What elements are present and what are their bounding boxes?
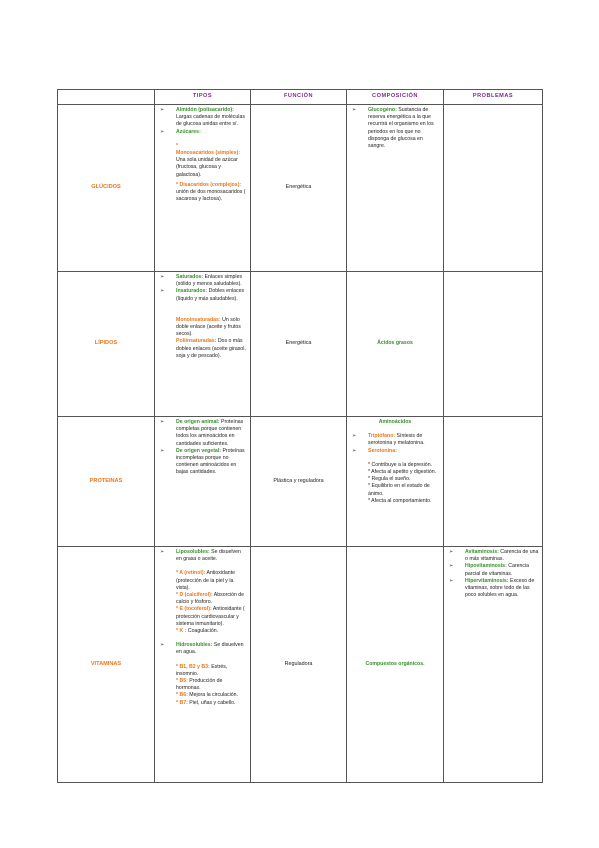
header-funcion: FUNCIÓN: [251, 90, 347, 105]
header-blank: [58, 90, 155, 105]
origen-vegetal-title: De origen vegetal:: [176, 447, 221, 454]
bullet-icon: ➢: [449, 549, 454, 555]
disacaridos-text: unión de dos monosacaridos ( sacarosa y lactosa).: [176, 189, 246, 203]
monosacaridos-text: Una sola unidad de azúcar (fructosa, glucosa y galactosa).: [176, 157, 238, 178]
vit-b5-title: * B5:: [176, 678, 188, 685]
liposolubles-title: Liposolubles:: [176, 549, 210, 555]
bullet-icon: ➢: [160, 642, 165, 649]
vit-b7-title: * B7:: [176, 699, 188, 706]
hidrosolubles-title: Hidrosolubles:: [176, 642, 213, 649]
vit-b123-text: Estrés, insomnio.: [176, 663, 228, 677]
hidrosolubles-text: Se disuelven en agua.: [176, 642, 244, 656]
compuestos-organicos: Compuestos orgánicos.: [365, 660, 425, 667]
bullet-icon: ➢: [160, 128, 165, 135]
glucogeno-title: Glucogéno:: [368, 107, 397, 113]
lipidos-funcion: Energética: [251, 272, 347, 417]
nutrients-table: [57, 89, 543, 783]
lipidos-composicion: [347, 272, 444, 417]
bullet-icon: ➢: [160, 549, 165, 555]
serotonina-item: * Regula el sueño.: [368, 476, 411, 483]
bullet-icon: ➢: [449, 577, 454, 584]
disacaridos-title: * Disacaridos (complejos):: [176, 181, 242, 188]
vit-k-title: * K :: [176, 628, 187, 635]
acidos-grasos: Ácidos grasos: [377, 340, 413, 347]
hipovitaminosis-text: Carencia parcial de vitaminas.: [465, 563, 530, 577]
header-row: [58, 90, 543, 105]
aminoacidos-title: Aminoácidos: [378, 419, 412, 425]
hipervitaminosis-text: Exceso de vitaminas, sobre todo de las poco solubles en agua.: [465, 577, 535, 599]
proteinas-problemas: [444, 417, 543, 547]
row-label-vitaminas: VITAMINAS: [58, 547, 155, 783]
triptofano-title: Triptófano:: [368, 433, 396, 440]
mono-star: *: [176, 142, 179, 149]
lipidos-problemas: [444, 272, 543, 417]
avitaminosis-text: Carencia de una o más vitaminas.: [465, 549, 539, 563]
glucidos-tipos: [155, 105, 251, 272]
row-vitaminas: [58, 547, 543, 783]
triptofano-text: Síntesis de serotonina y melatonina.: [368, 433, 425, 447]
serotonina-list: [350, 462, 440, 505]
bullet-icon: ➢: [449, 563, 454, 570]
header-tipos: TIPOS: [155, 90, 251, 105]
serotonina-title: Serotonina:: [368, 447, 397, 454]
hipervitaminosis-title: Hipervitaminosis:: [465, 577, 509, 584]
origen-animal-title: De origen animal:: [176, 419, 220, 425]
vit-b123-title: * B1, B2 y B3:: [176, 663, 210, 670]
row-label-lipidos: LÍPIDOS: [58, 272, 155, 417]
saturados-title: Saturados:: [176, 274, 204, 280]
monosacaridos-title: Monosacaridos (simples):: [176, 150, 240, 157]
bullet-icon: ➢: [160, 107, 165, 113]
glucidos-problemas: [444, 105, 543, 272]
vit-a-text: Antioxidante (protección de la piel y la vista).: [176, 570, 236, 591]
hipovitaminosis-title: Hipovitaminosis:: [465, 563, 507, 570]
poliinsaturadas-title: Poliinsaturadas:: [176, 338, 217, 345]
row-lipidos: [58, 272, 543, 417]
vit-k-text: Coagulación.: [187, 628, 219, 635]
poliinsaturadas-text: Dos o más dobles enlaces (aceite girasol, soja y de pescado).: [176, 338, 246, 359]
serotonina-item: * Contribuye a la depresión.: [368, 461, 433, 468]
avitaminosis-title: Avitaminosis:: [465, 549, 499, 555]
glucidos-composicion: [347, 105, 444, 272]
proteinas-funcion: Plástica y reguladora: [251, 417, 347, 547]
bullet-icon: ➢: [160, 419, 165, 425]
proteinas-composicion: [347, 417, 444, 547]
lipidos-tipos: [155, 272, 251, 417]
saturados-text: Enlaces simples (sólido y menos saludables).: [176, 274, 243, 288]
almidon-title: Almidón (polisacarido):: [176, 107, 234, 113]
vit-b6-title: * B6:: [176, 692, 188, 699]
vitaminas-problemas: [444, 547, 543, 783]
vit-e-text: Antioxidante ( protección cardiovascular y sistema inmunitario).: [176, 606, 245, 627]
vit-b5-text: Producción de hormonas.: [176, 678, 223, 692]
bullet-icon: ➢: [352, 447, 357, 454]
almidon-text: Largas cadenas de moléculas de glucosa unidas entre sí.: [176, 114, 245, 128]
bullet-icon: ➢: [160, 274, 165, 280]
origen-animal-text: Proteínas completas porque contienen todos los aminoácidos en cantidades suficientes.: [176, 419, 244, 447]
glucogeno-text: Sustancia de reserva energética a la que recurrirá el organismo en los periodos en los que no disponga de glucosa en sangre.: [368, 107, 434, 150]
row-label-proteinas: PROTEINAS: [58, 417, 155, 547]
vitaminas-funcion: Reguladora: [251, 547, 347, 783]
header-problemas: PROBLEMAS: [444, 90, 543, 105]
glucidos-funcion: Energética: [251, 105, 347, 272]
bullet-icon: ➢: [352, 433, 357, 440]
proteinas-tipos: [155, 417, 251, 547]
serotonina-item: * Equilibrio en el estado de ánimo.: [368, 483, 430, 497]
bullet-icon: ➢: [352, 107, 357, 113]
vit-d-text: Absorción de calcio y fósforo.: [176, 592, 245, 606]
insaturados-text: Dobles enlaces (líquido y más saludables).: [176, 288, 245, 302]
row-label-glucidos: GLÚCIDOS: [58, 105, 155, 272]
monoinsaturadas-title: Monoinsaturadas:: [176, 316, 221, 323]
vit-a-title: * A (retinol):: [176, 570, 206, 577]
vit-e-title: * E (tocoferol):: [176, 606, 212, 613]
row-proteinas: [58, 417, 543, 547]
bullet-icon: ➢: [160, 288, 165, 295]
vitaminas-tipos: [155, 547, 251, 783]
vit-b6-text: Mejora la circulación.: [189, 692, 239, 699]
bullet-icon: ➢: [160, 447, 165, 454]
monoinsaturadas-text: Un solo doble enlace (aceite y frutos secos).: [176, 316, 241, 338]
serotonina-item: * Afecta al apetito y digestión.: [368, 469, 437, 476]
vit-d-title: * D (calciferol):: [176, 592, 213, 599]
vit-b7-text: Piel, uñas y cabello.: [189, 699, 236, 706]
azucares-title: Azúcares:: [176, 128, 201, 135]
liposolubles-text: Se disuelven en grasa o aceite.: [176, 549, 241, 563]
origen-vegetal-text: Proteínas incompletas porque no contienen aminoácidos en bajas cantidades.: [176, 447, 245, 476]
vitaminas-composicion: [347, 547, 444, 783]
header-composicion: COMPOSICIÓN: [347, 90, 444, 105]
row-glucidos: [58, 105, 543, 272]
serotonina-item: * Afecta al comportamiento.: [368, 497, 432, 504]
insaturados-title: Insaturados:: [176, 288, 208, 295]
